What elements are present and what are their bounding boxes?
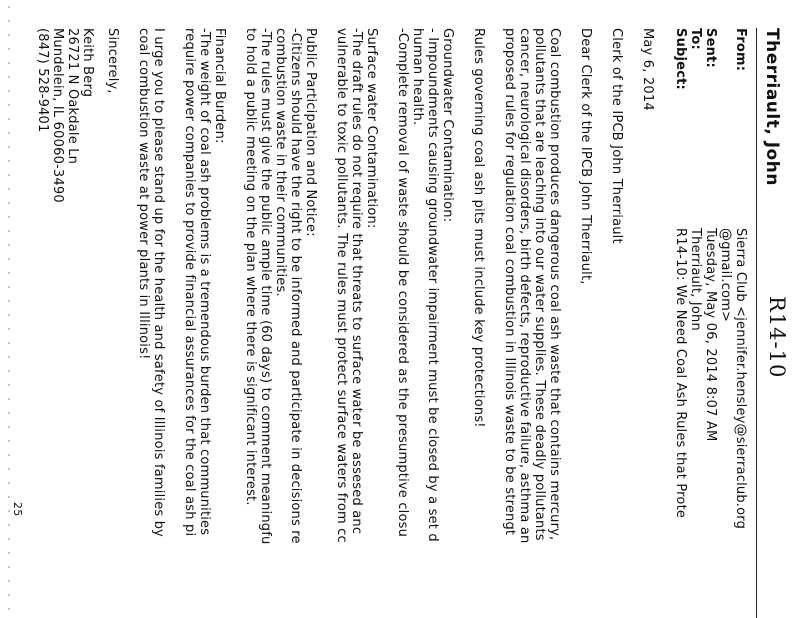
subject-label: Subject:	[673, 28, 688, 90]
urge-line: I urge you to please stand up for the health and safety of Illinois families by	[151, 28, 166, 538]
financial-line: Financial Burden:	[212, 28, 227, 144]
financial-line: -The weight of coal ash problems is a tremendous burden that communities	[197, 28, 212, 536]
intro-line: cancer, neurological disorders, birth defects, reproductive failure, asthma an	[517, 28, 532, 544]
scan-edge-dots	[8, 0, 10, 618]
participation-line: -The rules must give the public ample time (60 days) to comment meaningfu	[258, 28, 273, 545]
signature-name: Keith Berg	[80, 28, 95, 98]
participation-line: combustion waste in their communities.	[273, 28, 288, 297]
surface-water-line: Surface water Contamination:	[364, 28, 379, 229]
closing: Sincerely,	[105, 28, 120, 94]
intro-line: Coal combustion produces dangerous coal ash waste that contains mercury,	[547, 28, 562, 541]
header-divider	[756, 28, 757, 618]
groundwater-line: -Complete removal of waste should be considered as the presumptive closu	[395, 28, 410, 538]
participation-line: -Citizens should have the right to be informed and participate in decisions re	[288, 28, 303, 544]
docket-number: R14-10	[765, 296, 789, 379]
sent-value: Tuesday, May 06, 2014 8:07 AM	[703, 228, 718, 442]
groundwater-line: human health.	[410, 28, 425, 126]
groundwater-line: Groundwater Contamination:	[440, 28, 455, 223]
signature-city: Mundelein, IL 60060-3490	[50, 28, 65, 203]
financial-line: require power companies to provide financial assurances for the coal ash pi	[182, 28, 197, 537]
to-value: Therriault, John	[688, 228, 703, 331]
from-label: From:	[733, 28, 748, 72]
letter-date: May 6, 2014	[640, 28, 655, 111]
groundwater-line: - Impoundments causing groundwater impairment must be closed by a set d	[425, 28, 440, 542]
intro-line: proposed rules for regulation coal combustion in Illinois waste to be strengt	[502, 28, 517, 536]
letter-salutation: Dear Clerk of the IPCB John Therriault,	[578, 28, 593, 285]
signature-phone: (847) 528-9401	[35, 28, 50, 133]
from-value: Sierra Club <jennifer.hensley@sierraclub.org	[733, 228, 748, 530]
page-number: 25	[11, 502, 24, 517]
letter-recipient: Clerk of the IPCB John Therriault	[609, 28, 624, 244]
rules-heading: Rules governing coal ash pits must include key protections!	[471, 28, 486, 428]
subject-value: R14-10: We Need Coal Ash Rules that Prote	[673, 228, 688, 519]
participation-line: Public Participation and Notice:	[303, 28, 318, 237]
sent-label: Sent:	[703, 28, 718, 68]
urge-line: coal combustion waste at power plants in Illinois!	[136, 28, 151, 360]
signature-address: 26721 N Oakdale Ln	[65, 28, 80, 165]
to-label: To:	[688, 28, 703, 50]
intro-line: pollutants that are leaching into our water supplies. These deadly pollutants	[532, 28, 547, 541]
surface-water-line: vulnerable to toxic pollutants. The rules must protect surface waters from cc	[334, 28, 349, 543]
surface-water-line: -The draft rules do not require that threats to surface water be assesed anc	[349, 28, 364, 535]
from-value-continued: @gmail.com>	[718, 228, 733, 323]
participation-line: to hold a public meeting on the plan where there is significant interest.	[243, 28, 258, 506]
sender-name-heading: Therriault, John	[762, 28, 782, 186]
